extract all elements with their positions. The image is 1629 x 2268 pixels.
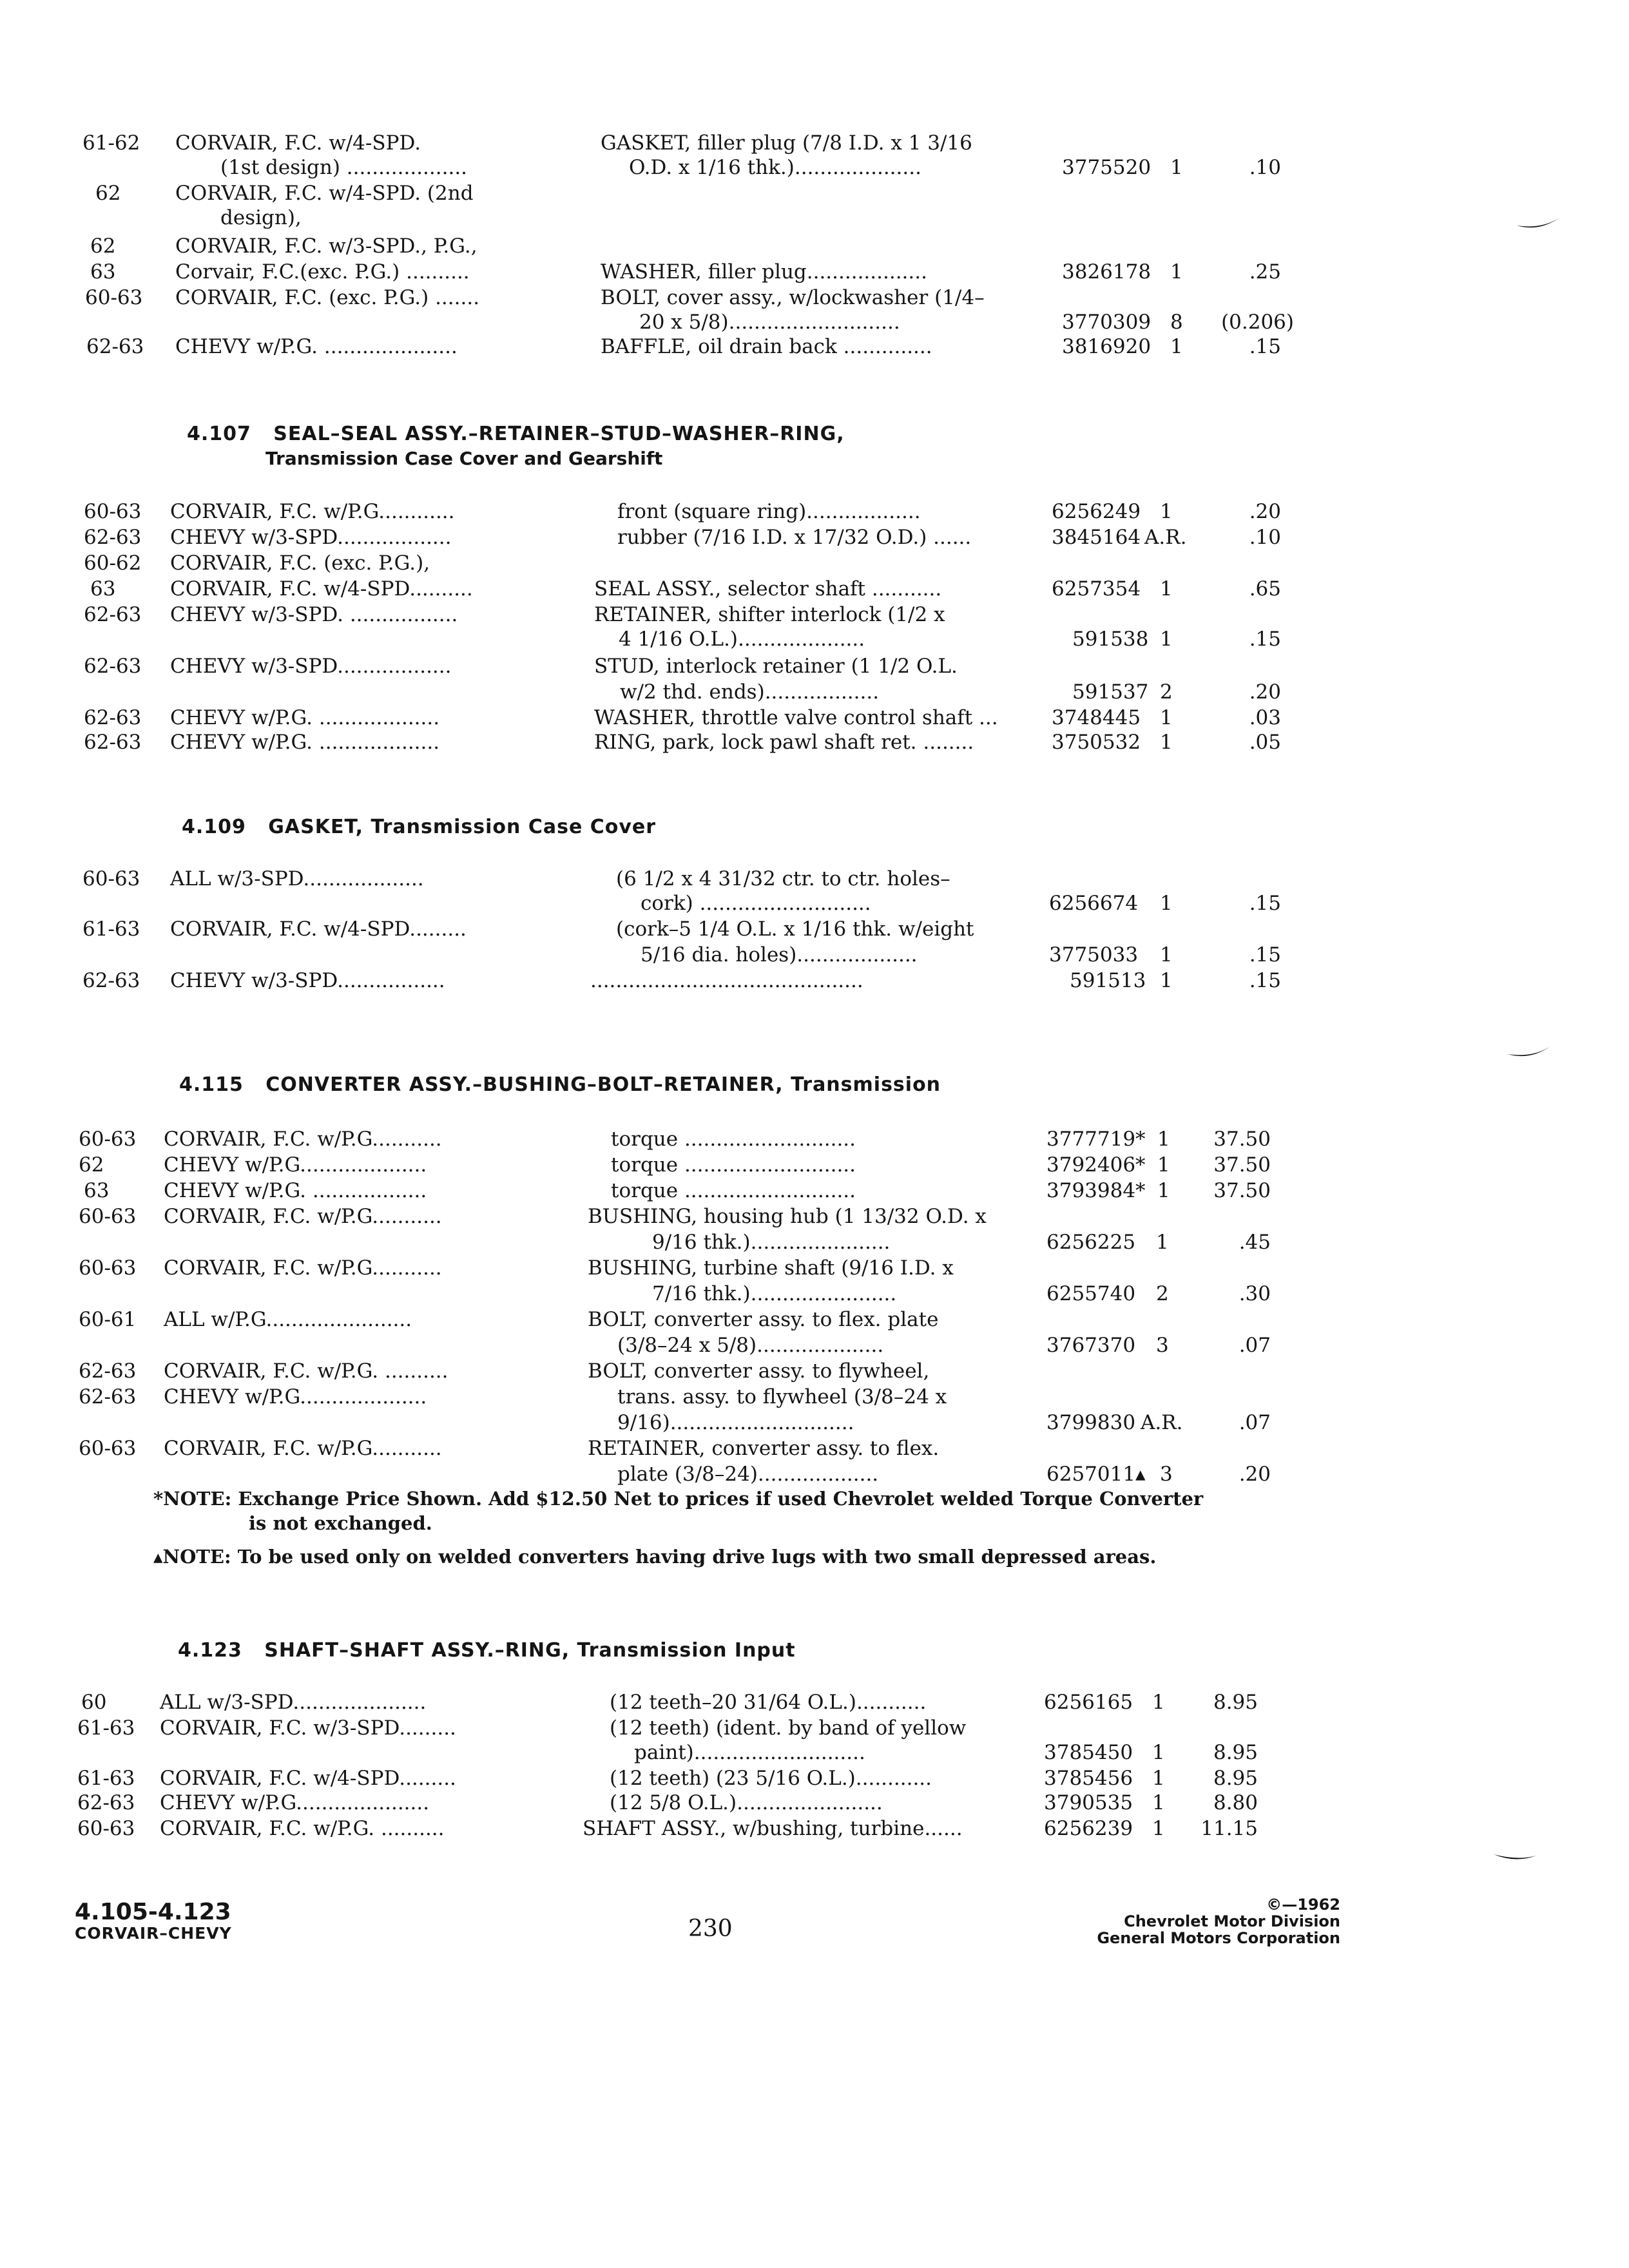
table-row [0,1125,1629,1153]
part-number-cell: 6256239 [1044,1817,1133,1840]
table-row [0,1460,1629,1488]
description-cell: ........................................... [590,969,863,992]
model-cell: CHEVY w/P.G.................... [164,1385,427,1408]
model-cell: CORVAIR, F.C. w/4-SPD.......... [170,577,473,601]
description-cell: BUSHING, housing hub (1 13/32 O.D. x [588,1205,987,1228]
price-cell: 37.50 [1213,1128,1271,1151]
year-cell: 62 [79,1153,104,1177]
table-row [0,204,1629,232]
model-cell: CORVAIR, F.C. (exc. P.G.), [170,552,430,575]
year-cell: 62-63 [84,706,142,729]
quantity-cell: 2 [1160,680,1173,704]
year-cell: 62 [90,235,116,258]
description-cell: torque ........................... [611,1179,856,1202]
table-row [0,575,1629,603]
part-number-cell: 3792406* [1046,1153,1146,1177]
section-heading [182,814,656,840]
quantity-cell: 1 [1157,1153,1170,1177]
price-cell: 8.95 [1213,1767,1258,1790]
section-heading [179,1072,941,1098]
description-cell: plate (3/8–24)................... [617,1463,879,1486]
footer-division: Chevrolet Motor Division [1124,1912,1340,1930]
table-row [0,1814,1629,1843]
part-number-cell: 3816920 [1062,335,1152,358]
quantity-cell: 1 [1156,1231,1169,1254]
description-cell: trans. assy. to flywheel (3/8–24 x [617,1385,947,1408]
quantity-cell: 1 [1170,156,1183,179]
model-cell: CORVAIR, F.C. w/3-SPD., P.G., [175,235,477,258]
table-row [0,232,1629,260]
description-cell: 9/16 thk.)...................... [652,1231,891,1254]
model-cell: CHEVY w/3-SPD.................. [170,526,452,549]
year-cell: 60-63 [79,1205,137,1228]
quantity-cell: 3 [1160,1463,1173,1486]
margin-mark [1492,1847,1537,1866]
model-cell: CORVAIR, F.C. w/P.G. .......... [164,1360,448,1383]
price-cell: .05 [1249,731,1281,754]
part-number-cell: 3845164 [1052,526,1141,549]
price-cell: .15 [1249,969,1281,992]
description-cell: (12 teeth) (ident. by band of yellow [610,1716,967,1740]
table-row [0,1408,1629,1437]
quantity-cell: 1 [1152,1817,1165,1840]
description-cell: torque ........................... [611,1153,856,1177]
part-number-cell: 3793984* [1046,1179,1146,1202]
model-cell: CHEVY w/P.G. ................... [170,731,440,754]
table-row [0,1434,1629,1463]
year-cell: 60-63 [79,1256,137,1280]
quantity-cell: 1 [1160,943,1173,966]
year-cell: 61-62 [82,131,140,155]
description-cell: RETAINER, converter assy. to flex. [588,1437,940,1460]
model-cell: ALL w/3-SPD................... [170,867,424,890]
price-cell: .10 [1249,156,1281,179]
part-number-cell: 3750532 [1052,731,1141,754]
description-cell: RING, park, lock pawl shaft ret. ........ [594,731,974,754]
description-cell: SEAL ASSY., selector shaft ........... [594,577,942,601]
part-number-cell: 3777719* [1046,1128,1146,1151]
section-number: 4.115 [179,1073,244,1096]
section-title: CONVERTER ASSY.–BUSHING–BOLT–RETAINER, Transmission [265,1073,941,1096]
table-row [0,1331,1629,1360]
price-cell: .15 [1249,943,1281,966]
model-cell: CORVAIR, F.C. w/4-SPD. [175,131,421,155]
part-number-cell: 6257011▴ [1046,1463,1146,1486]
quantity-cell: 2 [1156,1282,1169,1305]
description-cell: BAFFLE, oil drain back .............. [601,335,932,358]
year-cell: 60-63 [77,1817,135,1840]
year-cell: 60-63 [84,500,142,523]
year-cell: 61-63 [77,1716,135,1740]
model-cell: CORVAIR, F.C. w/3-SPD......... [160,1716,456,1740]
year-cell: 60-61 [79,1308,137,1331]
table-row [0,889,1629,918]
description-cell: (12 5/8 O.L.)....................... [610,1791,883,1814]
model-cell: CHEVY w/3-SPD. ................. [170,603,458,626]
model-cell: CORVAIR, F.C. w/P.G............ [170,500,455,523]
description-cell: RETAINER, shifter interlock (1/2 x [594,603,945,626]
price-cell: .15 [1249,335,1281,358]
description-cell: BOLT, converter assy. to flex. plate [588,1308,939,1331]
section-heading [187,421,845,447]
model-cell: CORVAIR, F.C. w/P.G........... [164,1205,442,1228]
quantity-cell: 1 [1157,1128,1170,1151]
table-row [0,966,1629,995]
quantity-cell: 1 [1160,706,1173,729]
part-number-cell: 6256225 [1046,1231,1136,1254]
quantity-cell: 3 [1156,1334,1169,1357]
note-welded-converters: ▴NOTE: To be used only on welded converters having drive lugs with two small depressed areas. [153,1546,1157,1568]
table-row [0,153,1629,182]
description-cell: GASKET, filler plug (7/8 I.D. x 1 3/16 [601,131,972,155]
part-number-cell: 6257354 [1052,577,1141,601]
model-cell: CORVAIR, F.C. w/4-SPD......... [160,1767,456,1790]
year-cell: 62-63 [79,1385,137,1408]
margin-mark [1516,215,1561,235]
description-cell: WASHER, filler plug................... [601,260,927,284]
year-cell: 62-63 [84,655,142,678]
year-cell: 62-63 [86,335,144,358]
table-row [0,915,1629,943]
model-cell: design), [220,206,302,229]
table-row [0,1305,1629,1334]
part-number-cell: 6256249 [1052,500,1141,523]
description-cell: 9/16)............................. [617,1411,854,1434]
part-number-cell: 591537 [1072,680,1149,704]
model-cell: CHEVY w/P.G. .................. [164,1179,427,1202]
price-cell: .25 [1249,260,1281,284]
price-cell: 8.80 [1213,1791,1258,1814]
price-cell: .07 [1239,1334,1271,1357]
quantity-cell: 1 [1160,500,1173,523]
footer-model-line: CORVAIR–CHEVY [75,1924,232,1943]
year-cell: 61-63 [82,918,140,941]
price-cell: .07 [1239,1411,1271,1434]
quantity-cell: 8 [1170,311,1183,334]
part-number-cell: 3775520 [1062,156,1152,179]
table-row [0,652,1629,680]
part-number-cell: 6256674 [1049,892,1139,915]
quantity-cell: 1 [1160,969,1173,992]
price-cell: .65 [1249,577,1281,601]
description-cell: (12 teeth) (23 5/16 O.L.)............ [610,1767,932,1790]
part-number-cell: 3748445 [1052,706,1141,729]
section-title: SHAFT–SHAFT ASSY.–RING, Transmission Input [264,1639,796,1662]
table-row [0,1228,1629,1256]
year-cell: 60-63 [85,286,143,309]
part-number-cell: 3770309 [1062,311,1152,334]
part-number-cell: 6256165 [1044,1691,1133,1714]
model-cell: ALL w/3-SPD..................... [160,1691,427,1714]
model-cell: CORVAIR, F.C. w/P.G........... [164,1128,442,1151]
quantity-cell: 1 [1152,1741,1165,1764]
year-cell: 63 [84,1179,110,1202]
description-cell: 4 1/16 O.L.).................... [619,628,865,651]
model-cell: CHEVY w/P.G. ................... [170,706,440,729]
price-cell: .03 [1249,706,1281,729]
part-number-cell: 3785450 [1044,1741,1133,1764]
description-cell: (12 teeth–20 31/64 O.L.)........... [610,1691,927,1714]
year-cell: 62-63 [79,1360,137,1383]
description-cell: (3/8–24 x 5/8).................... [617,1334,884,1357]
quantity-cell: 1 [1160,731,1173,754]
year-cell: 62-63 [84,526,142,549]
quantity-cell: 1 [1152,1767,1165,1790]
model-cell: CHEVY w/3-SPD................. [170,969,445,992]
description-cell: torque ........................... [611,1128,856,1151]
model-cell: Corvair, F.C.(exc. P.G.) .......... [175,260,470,284]
price-cell: .45 [1239,1231,1271,1254]
section-subtitle: Transmission Case Cover and Gearshift [265,448,663,469]
table-row [0,1280,1629,1308]
section-heading [178,1638,796,1664]
page-number: 230 [688,1916,733,1942]
year-cell: 62 [95,182,121,205]
table-row [0,497,1629,526]
table-row [0,1151,1629,1179]
description-cell: front (square ring).................. [617,500,921,523]
description-cell: 5/16 dia. holes)................... [641,943,918,966]
year-cell: 61-63 [77,1767,135,1790]
model-cell: CORVAIR, F.C. w/P.G........... [164,1256,442,1280]
model-cell: CHEVY w/3-SPD.................. [170,655,452,678]
price-cell: .10 [1249,526,1281,549]
table-row [0,1357,1629,1385]
table-row [0,941,1629,969]
quantity-cell: 1 [1170,335,1183,358]
quantity-cell: A.R. [1141,1411,1183,1434]
quantity-cell: 1 [1170,260,1183,284]
quantity-cell: 1 [1152,1691,1165,1714]
price-cell: .20 [1249,680,1281,704]
table-row [0,1688,1629,1716]
price-cell: .15 [1249,628,1281,651]
description-cell: STUD, interlock retainer (1 1/2 O.L. [594,655,958,678]
quantity-cell: A.R. [1144,526,1187,549]
footer-copyright: ©—1962 [1266,1896,1340,1914]
price-cell: .15 [1249,892,1281,915]
price-cell: 8.95 [1213,1691,1258,1714]
year-cell: 63 [90,577,116,601]
footer-section-range: 4.105-4.123 [75,1899,231,1925]
description-cell: (cork–5 1/4 O.L. x 1/16 thk. w/eight [616,918,974,941]
price-cell: .30 [1239,1282,1271,1305]
table-row [0,332,1629,361]
price-cell: 8.95 [1213,1741,1258,1764]
section-title: SEAL–SEAL ASSY.–RETAINER–STUD–WASHER–RING, [273,423,845,445]
note-exchange-price: *NOTE: Exchange Price Shown. Add $12.50 Net to prices if used Chevrolet welded Torque Converter [153,1488,1204,1510]
part-number-cell: 3799830 [1046,1411,1136,1434]
model-cell: CORVAIR, F.C. w/4-SPD......... [170,918,467,941]
table-row [0,678,1629,706]
part-number-cell: 6255740 [1046,1282,1136,1305]
section-number: 4.107 [187,423,251,445]
part-number-cell: 591513 [1070,969,1146,992]
description-cell: (6 1/2 x 4 31/32 ctr. to ctr. holes– [616,867,950,890]
part-number-cell: 3767370 [1046,1334,1136,1357]
quantity-cell: 1 [1160,577,1173,601]
year-cell: 60-62 [84,552,142,575]
year-cell: 60-63 [79,1437,137,1460]
model-cell: ALL w/P.G....................... [164,1308,412,1331]
table-row [0,523,1629,552]
section-number: 4.109 [182,816,246,838]
model-cell: CORVAIR, F.C. w/4-SPD. (2nd [175,182,474,205]
model-cell: CORVAIR, F.C. w/P.G. .......... [160,1817,445,1840]
description-cell: 7/16 thk.)....................... [652,1282,897,1305]
table-row [0,549,1629,577]
description-cell: w/2 thd. ends).................. [620,680,880,704]
price-cell: .20 [1249,500,1281,523]
part-number-cell: 3790535 [1044,1791,1133,1814]
price-cell: 37.50 [1213,1179,1271,1202]
year-cell: 63 [90,260,116,284]
footer-corporation: General Motors Corporation [1097,1929,1340,1947]
table-row [0,258,1629,286]
description-cell: BOLT, converter assy. to flywheel, [588,1360,930,1383]
margin-mark [1507,1044,1552,1063]
model-cell: CHEVY w/P.G..................... [160,1791,430,1814]
year-cell: 60-63 [79,1128,137,1151]
model-cell: CORVAIR, F.C. w/P.G........... [164,1437,442,1460]
description-cell: paint)........................... [634,1741,865,1764]
model-cell: CORVAIR, F.C. (exc. P.G.) ....... [175,286,480,309]
model-cell: (1st design) ................... [220,156,468,179]
quantity-cell: 1 [1160,628,1173,651]
description-cell: cork) ........................... [641,892,871,915]
year-cell: 60 [81,1691,107,1714]
note-exchange-price-continued: is not exchanged. [249,1512,432,1534]
table-row [0,1177,1629,1205]
section-number: 4.123 [178,1639,242,1662]
part-number-cell: 3826178 [1062,260,1152,284]
description-cell: 20 x 5/8)........................... [639,311,900,334]
table-row [0,1738,1629,1767]
part-number-cell: 591538 [1072,628,1149,651]
quantity-cell: 1 [1152,1791,1165,1814]
year-cell: 62-63 [84,603,142,626]
description-cell: BOLT, cover assy., w/lockwasher (1/4– [601,286,985,309]
year-cell: 62-63 [82,969,140,992]
model-cell: CHEVY w/P.G.................... [164,1153,427,1177]
description-cell: SHAFT ASSY., w/bushing, turbine...... [583,1817,963,1840]
price-cell: (0.206) [1221,311,1294,334]
quantity-cell: 1 [1157,1179,1170,1202]
description-cell: rubber (7/16 I.D. x 17/32 O.D.) ...... [617,526,972,549]
part-number-cell: 3785456 [1044,1767,1133,1790]
table-row [0,1202,1629,1231]
table-row [0,625,1629,653]
price-cell: .20 [1239,1463,1271,1486]
quantity-cell: 1 [1160,892,1173,915]
description-cell: WASHER, throttle valve control shaft ... [594,706,998,729]
part-number-cell: 3775033 [1049,943,1139,966]
year-cell: 62-63 [77,1791,135,1814]
table-row [0,1383,1629,1411]
year-cell: 62-63 [84,731,142,754]
table-row [0,728,1629,756]
table-row [0,1254,1629,1282]
description-cell: BUSHING, turbine shaft (9/16 I.D. x [588,1256,954,1280]
year-cell: 60-63 [82,867,140,890]
model-cell: CHEVY w/P.G. ..................... [175,335,458,358]
table-row [0,1789,1629,1817]
description-cell: O.D. x 1/16 thk.).................... [629,156,921,179]
section-title: GASKET, Transmission Case Cover [268,816,657,838]
price-cell: 37.50 [1213,1153,1271,1177]
price-cell: 11.15 [1200,1817,1258,1840]
